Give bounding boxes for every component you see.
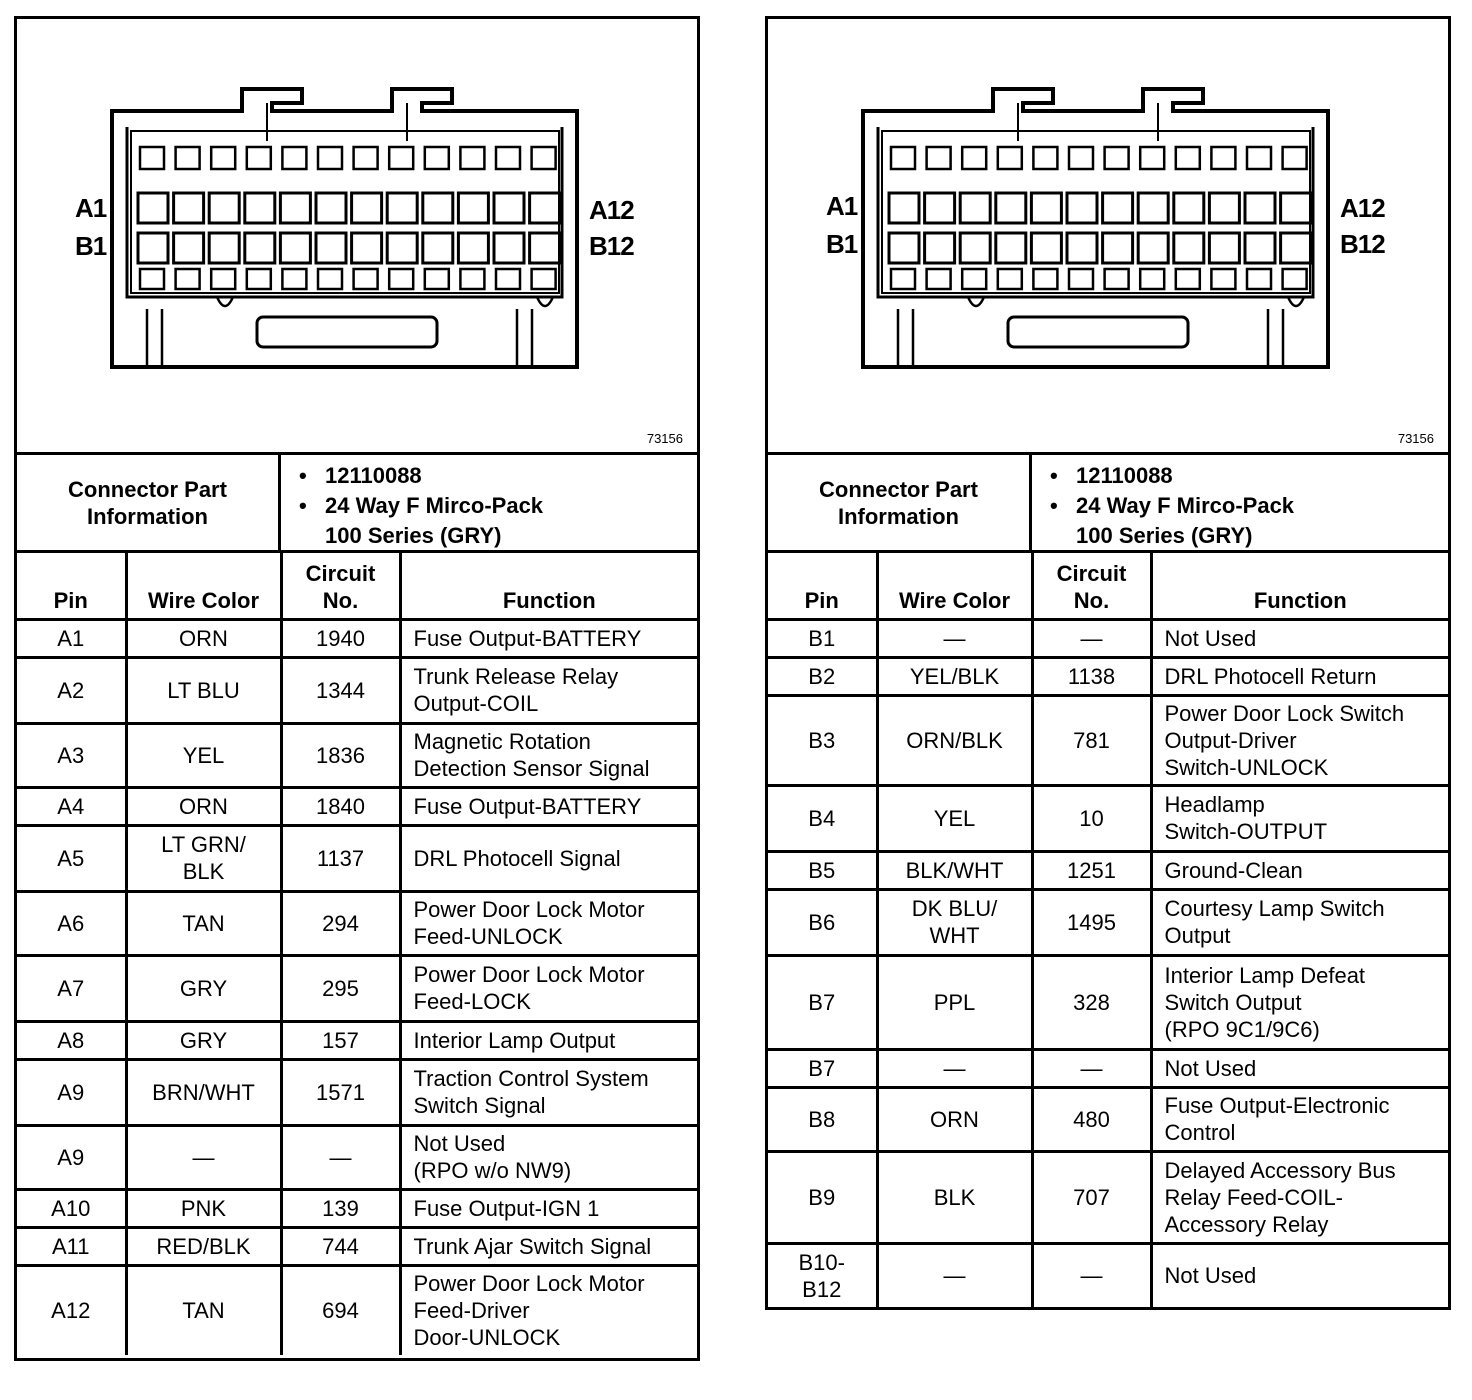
circuit-cell: 1495 [1032, 889, 1151, 955]
circuit-cell: 694 [281, 1265, 400, 1355]
pin-cell: B10- B12 [768, 1243, 877, 1307]
pin-cavity-row-a [1067, 193, 1097, 223]
terminal-top-latch [354, 147, 378, 169]
table-row [17, 891, 697, 955]
terminal-top-latch [140, 147, 164, 169]
header-wire-color: Wire Color [877, 553, 1032, 619]
pin-cavity-row-a [174, 193, 204, 223]
circuit-cell: 1940 [281, 619, 400, 657]
pin-cavity-row-b [352, 233, 382, 263]
terminal-bottom-latch [891, 269, 915, 289]
terminal-bottom-latch [425, 269, 449, 289]
table-row [17, 1059, 697, 1125]
pin-cavity-row-a [889, 193, 919, 223]
pin-cavity-row-b [245, 233, 275, 263]
function-cell: Not Used [1164, 1263, 1257, 1289]
terminal-top-latch [496, 147, 520, 169]
wire-color-cell: GRY [126, 955, 281, 1021]
header-circuit: Circuit No. [1032, 553, 1151, 619]
function-cell: Interior Lamp Output [400, 1021, 697, 1059]
connector-series: 100 Series (GRY) [325, 523, 502, 548]
pin-cell: B9 [768, 1151, 877, 1243]
pin-cavity-row-a [1209, 193, 1239, 223]
part-number: • 12110088 [325, 461, 697, 491]
terminal-bottom-latch [176, 269, 200, 289]
wire-color-cell: PPL [877, 955, 1032, 1049]
function-cell: Not Used [1151, 1049, 1448, 1087]
table-row [17, 723, 697, 787]
pin-cavity-row-a [245, 193, 275, 223]
function-cell: Interior Lamp Defeat Switch Output (RPO 9C1/9C6) [1151, 955, 1448, 1049]
pin-cavity-row-b [1031, 233, 1061, 263]
pin-cell: B7 [768, 955, 877, 1049]
pin-cell: A7 [17, 955, 126, 1021]
function-cell: DRL Photocell Return [1151, 657, 1448, 695]
function-cell: Magnetic Rotation Detection Sensor Signal [400, 723, 697, 787]
connector-part-info [17, 455, 697, 553]
table-row [768, 1243, 1448, 1307]
table-row [17, 825, 697, 891]
pin-cell: A8 [17, 1021, 126, 1059]
circuit-cell: 1251 [1032, 851, 1151, 889]
pin-cavity-row-b [1174, 233, 1204, 263]
pin-cavity-row-a [458, 193, 488, 223]
table-row [768, 657, 1448, 695]
terminal-top-latch [247, 147, 271, 169]
connector-info-values [281, 455, 697, 550]
circuit-cell: 707 [1032, 1151, 1151, 1243]
function-cell: Trunk Ajar Switch Signal [400, 1227, 697, 1265]
terminal-bottom-latch [998, 269, 1022, 289]
terminal-bottom-latch [532, 269, 556, 289]
terminal-bottom-latch [1211, 269, 1235, 289]
wire-color-cell: TAN [126, 891, 281, 955]
pin-cavity-row-a [138, 193, 168, 223]
pin-cell: A10 [17, 1189, 126, 1227]
terminal-bottom-latch [318, 269, 342, 289]
pin-table [768, 553, 1448, 1307]
table-row [768, 851, 1448, 889]
pin-cavity-row-a [1174, 193, 1204, 223]
terminal-bottom-latch [354, 269, 378, 289]
function-cell: Fuse Output-BATTERY [400, 619, 697, 657]
wire-color-cell: ORN/BLK [877, 695, 1032, 785]
pin-cavity-row-a [316, 193, 346, 223]
wire-color-cell: BRN/WHT [126, 1059, 281, 1125]
terminal-top-latch [282, 147, 306, 169]
circuit-cell: 480 [1032, 1087, 1151, 1151]
table-row [768, 1151, 1448, 1243]
function-cell: Power Door Lock Motor Feed-UNLOCK [400, 891, 697, 955]
keying-slot [257, 317, 437, 347]
pin-cell: B3 [768, 695, 877, 785]
pin-cavity-row-b [996, 233, 1026, 263]
circuit-cell: 10 [1032, 785, 1151, 851]
terminal-bottom-latch [496, 269, 520, 289]
circuit-cell: 1137 [281, 825, 400, 891]
pin-cell: B8 [768, 1087, 877, 1151]
connector-series: 100 Series (GRY) [1076, 523, 1253, 548]
pin-cell: A11 [17, 1227, 126, 1265]
table-row [17, 787, 697, 825]
pin-table [17, 553, 697, 1355]
pin-cavity-row-a [209, 193, 239, 223]
wire-color-cell: PNK [126, 1189, 281, 1227]
terminal-top-latch [927, 147, 951, 169]
pin-label-b12: B12 [589, 231, 634, 261]
terminal-top-latch [211, 147, 235, 169]
table-row [17, 1021, 697, 1059]
terminal-bottom-latch [247, 269, 271, 289]
connector-face-drawing [107, 79, 607, 379]
pin-cell: A9 [17, 1059, 126, 1125]
header-function: Function [1151, 553, 1448, 619]
pin-label-b1: B1 [75, 231, 107, 261]
table-row [17, 657, 697, 723]
terminal-bottom-latch [962, 269, 986, 289]
connector-description: • 24 Way F Mirco-Pack [325, 491, 697, 521]
pin-cell: A5 [17, 825, 126, 891]
pin-cavity-row-b [316, 233, 346, 263]
table-row [17, 1227, 697, 1265]
pin-cavity-row-a [423, 193, 453, 223]
pin-cell: B1 [768, 619, 877, 657]
connector-panel-a [14, 16, 700, 1361]
table-row [17, 955, 697, 1021]
pin-cavity-row-b [889, 233, 919, 263]
pin-cavity-row-b [138, 233, 168, 263]
terminal-top-latch [962, 147, 986, 169]
wire-color-cell: GRY [126, 1021, 281, 1059]
table-row [17, 1265, 697, 1355]
terminal-bottom-latch [927, 269, 951, 289]
function-cell: Power Door Lock Switch Output-Driver Switch-UNLOCK [1151, 695, 1448, 785]
terminal-top-latch [1176, 147, 1200, 169]
pin-label-b12: B12 [1340, 229, 1385, 259]
pin-cavity-row-a [280, 193, 310, 223]
terminal-top-latch [1033, 147, 1057, 169]
pin-cavity-row-b [458, 233, 488, 263]
function-cell: Courtesy Lamp Switch Output [1151, 889, 1448, 955]
circuit-cell: 157 [281, 1021, 400, 1059]
pin-label-a12: A12 [1340, 193, 1385, 223]
figure-reference-number: 73156 [646, 431, 683, 446]
wire-color-cell: DK BLU/ WHT [877, 889, 1032, 955]
pin-cavity-row-b [1067, 233, 1097, 263]
pin-cavity-row-a [1031, 193, 1061, 223]
circuit-cell: 294 [281, 891, 400, 955]
circuit-cell: 781 [1032, 695, 1151, 785]
terminal-top-latch [1283, 147, 1307, 169]
connector-info-label: Connector Part Information [17, 455, 281, 550]
pin-cavity-row-b [530, 233, 560, 263]
pin-cavity-row-b [1103, 233, 1133, 263]
function-cell: Trunk Release Relay Output-COIL [400, 657, 697, 723]
pin-cell: A3 [17, 723, 126, 787]
wire-color-cell: — [877, 619, 1032, 657]
terminal-top-latch [1247, 147, 1271, 169]
terminal-bottom-latch [1283, 269, 1307, 289]
function-cell: Traction Control System Switch Signal [400, 1059, 697, 1125]
function-cell: Delayed Accessory Bus Relay Feed-COIL- Accessory Relay [1151, 1151, 1448, 1243]
terminal-bottom-latch [211, 269, 235, 289]
pin-label-a1: A1 [826, 191, 858, 221]
table-row [768, 955, 1448, 1049]
pin-cavity-row-a [387, 193, 417, 223]
function-cell: Fuse Output-IGN 1 [400, 1189, 697, 1227]
pin-cell: A2 [17, 657, 126, 723]
function-cell: Fuse Output-Electronic Control [1151, 1087, 1448, 1151]
table-row [17, 619, 697, 657]
header-wire-color: Wire Color [126, 553, 281, 619]
pin-cavity-row-b [280, 233, 310, 263]
pin-cavity-row-b [423, 233, 453, 263]
header-function: Function [400, 553, 697, 619]
terminal-bottom-latch [460, 269, 484, 289]
wire-color-cell: LT GRN/ BLK [126, 825, 281, 891]
circuit-cell: 328 [1032, 955, 1151, 1049]
wire-color-cell: ORN [126, 619, 281, 657]
pin-label-b1: B1 [826, 229, 858, 259]
circuit-cell: 1138 [1032, 657, 1151, 695]
table-row [768, 1087, 1448, 1151]
terminal-top-latch [891, 147, 915, 169]
function-cell: Headlamp Switch-OUTPUT [1151, 785, 1448, 851]
latch-inner-line [1018, 103, 1158, 141]
keying-slot [1008, 317, 1188, 347]
connector-panel-b [765, 16, 1451, 1310]
wire-color-cell: TAN [126, 1265, 281, 1355]
terminal-bottom-latch [1176, 269, 1200, 289]
wire-color-cell: YEL [126, 723, 281, 787]
wire-color-cell: YEL [877, 785, 1032, 851]
function-cell: Power Door Lock Motor Feed-Driver Door-UNLOCK [413, 1271, 645, 1351]
terminal-top-latch [389, 147, 413, 169]
pin-cell: A1 [17, 619, 126, 657]
pin-cell: B6 [768, 889, 877, 955]
pin-label-a12: A12 [589, 195, 634, 225]
terminal-top-latch [460, 147, 484, 169]
table-row [17, 1189, 697, 1227]
pin-cavity-row-b [1138, 233, 1168, 263]
pin-cell: A4 [17, 787, 126, 825]
pin-cavity-row-b [209, 233, 239, 263]
pin-cell: A6 [17, 891, 126, 955]
terminal-bottom-latch [140, 269, 164, 289]
wire-color-cell: BLK/WHT [877, 851, 1032, 889]
function-cell: DRL Photocell Signal [400, 825, 697, 891]
connector-diagram [17, 19, 697, 455]
wire-color-cell: BLK [877, 1151, 1032, 1243]
pin-cavity-row-a [925, 193, 955, 223]
header-pin: Pin [17, 553, 126, 619]
wire-color-cell: YEL/BLK [877, 657, 1032, 695]
terminal-bottom-latch [389, 269, 413, 289]
circuit-cell: 744 [281, 1227, 400, 1265]
pin-cavity-row-b [1209, 233, 1239, 263]
pin-cavity-row-b [960, 233, 990, 263]
table-row [17, 1125, 697, 1189]
function-cell: Ground-Clean [1151, 851, 1448, 889]
pin-cell: A12 [17, 1265, 126, 1355]
figure-reference-number: 73156 [1397, 431, 1434, 446]
table-row [768, 1049, 1448, 1087]
latch-inner-line [267, 103, 407, 141]
terminal-top-latch [1105, 147, 1129, 169]
connector-info-values [1032, 455, 1448, 550]
pin-cavity-row-a [1138, 193, 1168, 223]
wire-color-cell: RED/BLK [126, 1227, 281, 1265]
circuit-cell: — [1032, 619, 1151, 657]
table-row [768, 619, 1448, 657]
pin-cavity-row-a [1245, 193, 1275, 223]
terminal-top-latch [176, 147, 200, 169]
terminal-top-latch [532, 147, 556, 169]
terminal-bottom-latch [282, 269, 306, 289]
connector-face-drawing [858, 79, 1358, 379]
function-cell: Fuse Output-BATTERY [400, 787, 697, 825]
wire-color-cell: ORN [877, 1087, 1032, 1151]
wire-color-cell: ORN [126, 787, 281, 825]
circuit-cell: 1840 [281, 787, 400, 825]
table-row [768, 785, 1448, 851]
terminal-bottom-latch [1140, 269, 1164, 289]
wire-color-cell: — [126, 1125, 281, 1189]
pin-label-a1: A1 [75, 193, 107, 223]
terminal-top-latch [1211, 147, 1235, 169]
circuit-cell: — [1032, 1049, 1151, 1087]
function-cell: Power Door Lock Motor Feed-LOCK [400, 955, 697, 1021]
terminal-bottom-latch [1247, 269, 1271, 289]
part-number: • 12110088 [1076, 461, 1448, 491]
pin-cell: B7 [768, 1049, 877, 1087]
circuit-cell: 139 [281, 1189, 400, 1227]
pin-cell: B4 [768, 785, 877, 851]
pin-cavity-row-a [996, 193, 1026, 223]
header-pin: Pin [768, 553, 877, 619]
header-circuit: Circuit No. [281, 553, 400, 619]
terminal-top-latch [425, 147, 449, 169]
pin-cavity-row-b [174, 233, 204, 263]
pin-cell: A9 [17, 1125, 126, 1189]
circuit-cell: 1836 [281, 723, 400, 787]
pin-cavity-row-b [494, 233, 524, 263]
circuit-cell: 1571 [281, 1059, 400, 1125]
terminal-top-latch [998, 147, 1022, 169]
pin-cavity-row-a [530, 193, 560, 223]
pin-cavity-row-b [1281, 233, 1311, 263]
wire-color-cell: — [877, 1243, 1032, 1307]
pin-cavity-row-b [387, 233, 417, 263]
function-cell: Not Used [1151, 619, 1448, 657]
function-cell: Not Used (RPO w/o NW9) [400, 1125, 697, 1189]
circuit-cell: — [281, 1125, 400, 1189]
pin-cavity-row-b [1245, 233, 1275, 263]
pin-cell: B5 [768, 851, 877, 889]
circuit-cell: — [1032, 1243, 1151, 1307]
terminal-top-latch [1140, 147, 1164, 169]
connector-info-label: Connector Part Information [768, 455, 1032, 550]
table-row [768, 889, 1448, 955]
connector-part-info [768, 455, 1448, 553]
connector-description: • 24 Way F Mirco-Pack [1076, 491, 1448, 521]
circuit-cell: 1344 [281, 657, 400, 723]
terminal-bottom-latch [1033, 269, 1057, 289]
pin-cavity-row-a [1103, 193, 1133, 223]
terminal-top-latch [1069, 147, 1093, 169]
wire-color-cell: LT BLU [126, 657, 281, 723]
pin-cavity-row-b [925, 233, 955, 263]
pin-cavity-row-a [494, 193, 524, 223]
pin-cavity-row-a [960, 193, 990, 223]
connector-diagram [768, 19, 1448, 455]
table-row [768, 695, 1448, 785]
circuit-cell: 295 [281, 955, 400, 1021]
terminal-bottom-latch [1105, 269, 1129, 289]
terminal-bottom-latch [1069, 269, 1093, 289]
pin-cavity-row-a [1281, 193, 1311, 223]
pin-cell: B2 [768, 657, 877, 695]
pin-cavity-row-a [352, 193, 382, 223]
wire-color-cell: — [877, 1049, 1032, 1087]
terminal-top-latch [318, 147, 342, 169]
